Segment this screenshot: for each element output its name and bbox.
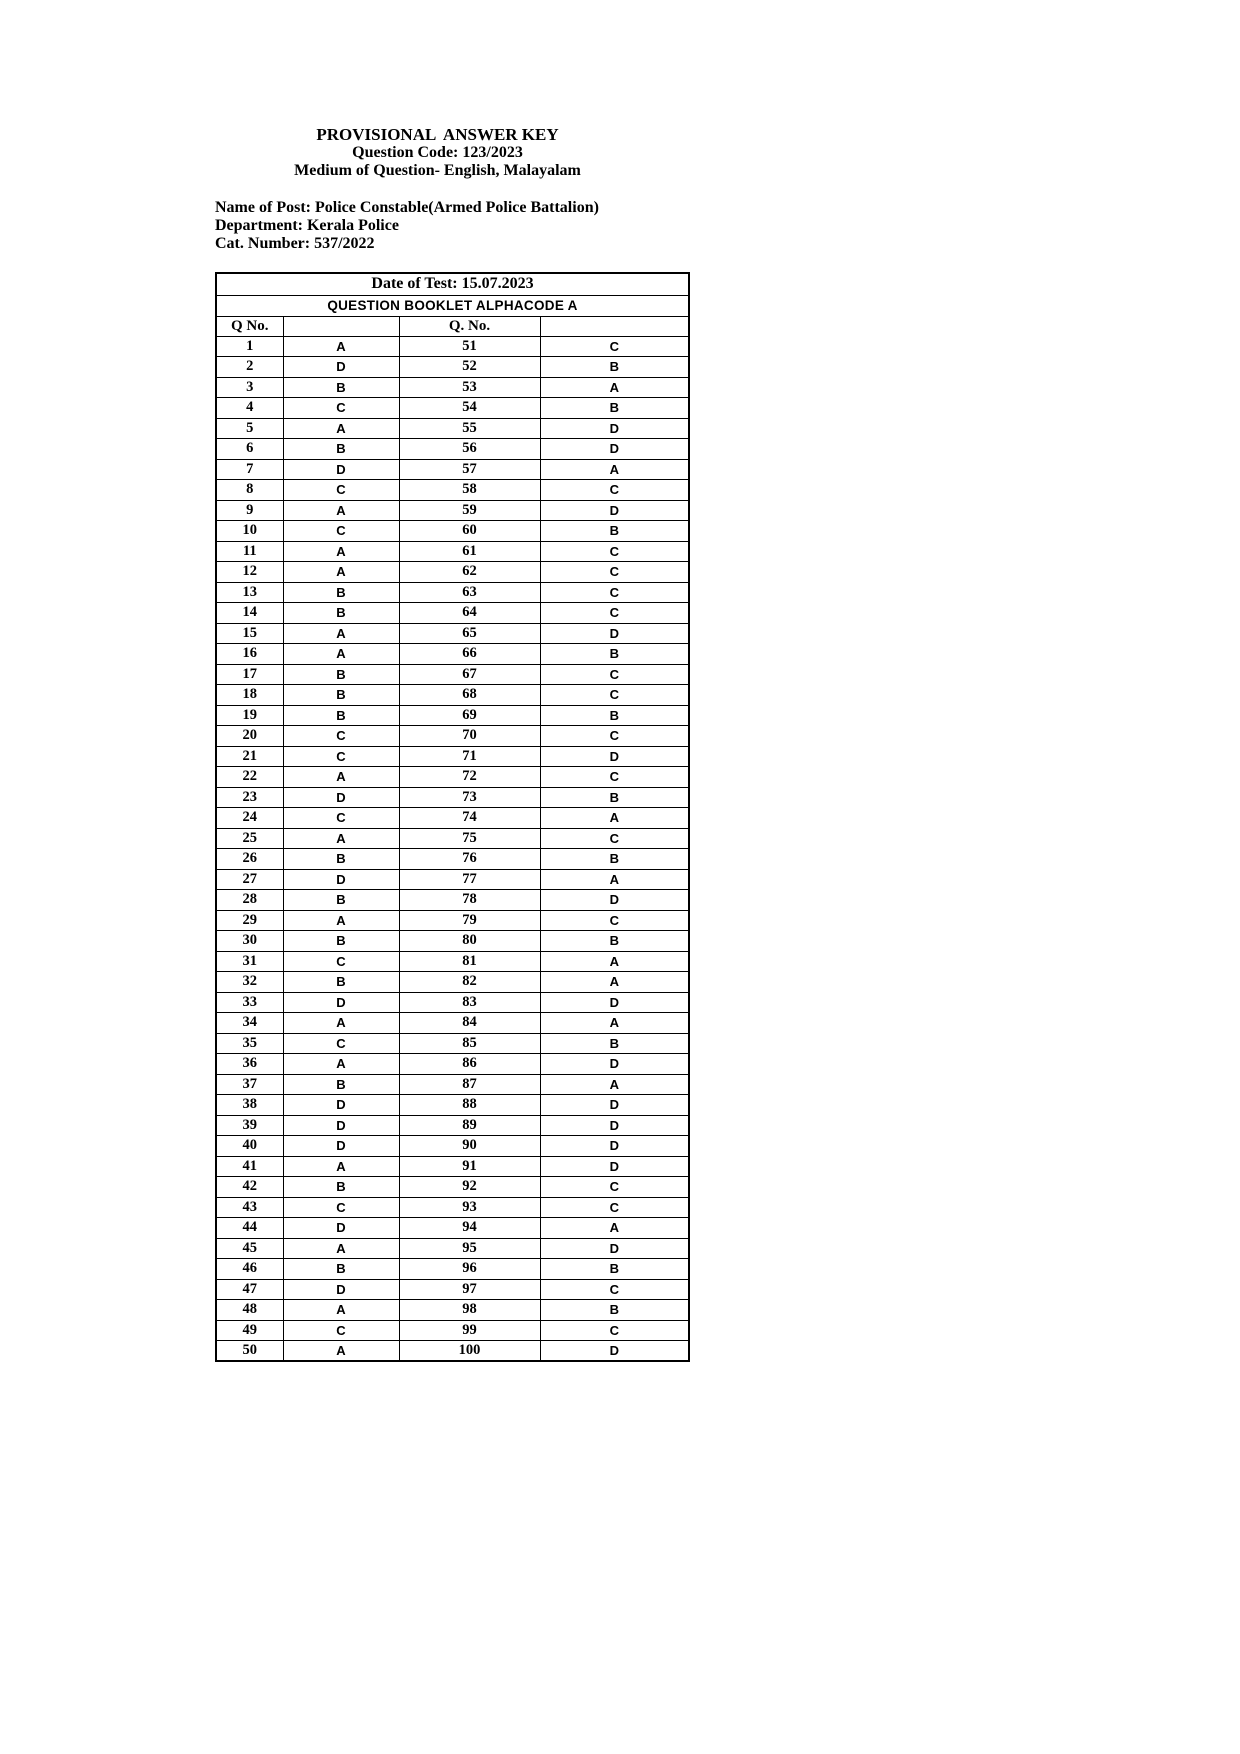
question-number-cell: 79	[399, 910, 540, 931]
table-row	[216, 480, 689, 501]
answer-cell: C	[540, 1177, 689, 1198]
question-number-cell: 17	[216, 664, 283, 685]
question-number-cell: 57	[399, 459, 540, 480]
question-number-cell: 10	[216, 521, 283, 542]
question-number-cell: 16	[216, 644, 283, 665]
answer-cell: B	[540, 1033, 689, 1054]
table-row	[216, 890, 689, 911]
answer-cell: A	[283, 644, 399, 665]
question-number-cell: 13	[216, 582, 283, 603]
date-of-test: Date of Test: 15.07.2023	[216, 273, 689, 295]
question-number-cell: 14	[216, 603, 283, 624]
col-header-answer-right	[540, 316, 689, 336]
answer-cell: B	[540, 705, 689, 726]
question-number-cell: 86	[399, 1054, 540, 1075]
answer-cell: B	[283, 685, 399, 706]
answer-cell: C	[283, 1197, 399, 1218]
table-row	[216, 1320, 689, 1341]
answer-cell: A	[283, 1054, 399, 1075]
answer-cell: B	[540, 787, 689, 808]
answer-cell: B	[540, 1300, 689, 1321]
table-row	[216, 972, 689, 993]
answer-cell: C	[283, 480, 399, 501]
question-number-cell: 30	[216, 931, 283, 952]
column-headers-row	[216, 316, 689, 336]
question-number-cell: 40	[216, 1136, 283, 1157]
question-number-cell: 27	[216, 869, 283, 890]
answer-cell: D	[540, 1238, 689, 1259]
question-number-cell: 36	[216, 1054, 283, 1075]
question-number-cell: 11	[216, 541, 283, 562]
question-number-cell: 22	[216, 767, 283, 788]
question-number-cell: 60	[399, 521, 540, 542]
question-number-cell: 6	[216, 439, 283, 460]
question-number-cell: 59	[399, 500, 540, 521]
answer-cell: D	[540, 1136, 689, 1157]
answer-cell: C	[540, 562, 689, 583]
question-number-cell: 32	[216, 972, 283, 993]
table-row	[216, 685, 689, 706]
answer-cell: B	[283, 890, 399, 911]
table-row	[216, 931, 689, 952]
answer-cell: D	[540, 623, 689, 644]
table-row	[216, 1279, 689, 1300]
table-row	[216, 746, 689, 767]
question-number-cell: 2	[216, 357, 283, 378]
department: Department: Kerala Police	[215, 217, 399, 234]
table-row	[216, 808, 689, 829]
question-number-cell: 34	[216, 1013, 283, 1034]
answer-cell: B	[540, 644, 689, 665]
answer-cell: A	[540, 377, 689, 398]
answer-cell: A	[283, 1013, 399, 1034]
question-number-cell: 97	[399, 1279, 540, 1300]
question-number-cell: 48	[216, 1300, 283, 1321]
answer-cell: B	[540, 398, 689, 419]
question-number-cell: 24	[216, 808, 283, 829]
question-number-cell: 50	[216, 1341, 283, 1362]
answer-cell: C	[540, 336, 689, 357]
question-number-cell: 65	[399, 623, 540, 644]
answer-cell: A	[283, 623, 399, 644]
answer-cell: A	[540, 1218, 689, 1239]
table-row	[216, 623, 689, 644]
table-row	[216, 603, 689, 624]
answer-cell: B	[540, 849, 689, 870]
question-number-cell: 5	[216, 418, 283, 439]
answer-cell: D	[283, 357, 399, 378]
question-number-cell: 46	[216, 1259, 283, 1280]
answer-cell: A	[540, 1074, 689, 1095]
question-number-cell: 98	[399, 1300, 540, 1321]
table-row	[216, 1177, 689, 1198]
question-number-cell: 94	[399, 1218, 540, 1239]
question-number-cell: 4	[216, 398, 283, 419]
table-row	[216, 562, 689, 583]
post-info-block	[215, 199, 735, 253]
question-number-cell: 55	[399, 418, 540, 439]
table-row	[216, 418, 689, 439]
answer-cell: C	[540, 1320, 689, 1341]
answer-cell: D	[283, 787, 399, 808]
answer-cell: A	[283, 562, 399, 583]
answer-cell: D	[540, 418, 689, 439]
table-row	[216, 582, 689, 603]
name-of-post: Name of Post: Police Constable(Armed Police Battalion)	[215, 199, 599, 216]
question-number-cell: 28	[216, 890, 283, 911]
table-row	[216, 1074, 689, 1095]
answer-cell: C	[540, 726, 689, 747]
table-row	[216, 357, 689, 378]
answer-cell: D	[283, 869, 399, 890]
table-row	[216, 951, 689, 972]
question-number-cell: 25	[216, 828, 283, 849]
table-row	[216, 1259, 689, 1280]
question-number-cell: 12	[216, 562, 283, 583]
answer-cell: D	[540, 500, 689, 521]
question-number-cell: 87	[399, 1074, 540, 1095]
table-row	[216, 1013, 689, 1034]
answer-cell: A	[283, 1156, 399, 1177]
question-number-cell: 63	[399, 582, 540, 603]
question-number-cell: 15	[216, 623, 283, 644]
question-number-cell: 80	[399, 931, 540, 952]
answer-cell: C	[540, 828, 689, 849]
question-code: Question Code: 123/2023	[352, 144, 523, 161]
answer-cell: A	[540, 1013, 689, 1034]
question-number-cell: 49	[216, 1320, 283, 1341]
question-number-cell: 91	[399, 1156, 540, 1177]
table-row	[216, 1054, 689, 1075]
table-row	[216, 787, 689, 808]
question-number-cell: 58	[399, 480, 540, 501]
question-number-cell: 56	[399, 439, 540, 460]
question-number-cell: 93	[399, 1197, 540, 1218]
answer-cell: B	[283, 582, 399, 603]
table-row	[216, 1095, 689, 1116]
question-number-cell: 44	[216, 1218, 283, 1239]
table-row	[216, 1156, 689, 1177]
question-number-cell: 26	[216, 849, 283, 870]
table-row	[216, 377, 689, 398]
answer-cell: B	[540, 1259, 689, 1280]
answer-key-table	[215, 272, 690, 1362]
answer-cell: A	[283, 1238, 399, 1259]
answer-cell: A	[540, 972, 689, 993]
question-number-cell: 9	[216, 500, 283, 521]
answer-cell: B	[540, 931, 689, 952]
table-row	[216, 767, 689, 788]
question-number-cell: 53	[399, 377, 540, 398]
answer-cell: C	[540, 664, 689, 685]
table-row	[216, 664, 689, 685]
question-number-cell: 70	[399, 726, 540, 747]
answer-cell: A	[283, 336, 399, 357]
date-of-test-row	[216, 273, 689, 295]
question-number-cell: 62	[399, 562, 540, 583]
medium-of-question: Medium of Question- English, Malayalam	[294, 162, 581, 179]
question-number-cell: 42	[216, 1177, 283, 1198]
table-row	[216, 439, 689, 460]
question-number-cell: 45	[216, 1238, 283, 1259]
table-row	[216, 459, 689, 480]
question-number-cell: 39	[216, 1115, 283, 1136]
cat-number: Cat. Number: 537/2022	[215, 235, 375, 252]
table-row	[216, 398, 689, 419]
document-header	[215, 126, 660, 180]
answer-cell: B	[283, 705, 399, 726]
answer-cell: D	[540, 746, 689, 767]
table-row	[216, 910, 689, 931]
question-number-cell: 1	[216, 336, 283, 357]
question-number-cell: 83	[399, 992, 540, 1013]
question-number-cell: 51	[399, 336, 540, 357]
table-row	[216, 541, 689, 562]
answer-cell: D	[540, 1054, 689, 1075]
answer-cell: C	[283, 951, 399, 972]
answer-cell: D	[283, 1279, 399, 1300]
question-number-cell: 99	[399, 1320, 540, 1341]
table-row	[216, 1197, 689, 1218]
answer-cell: C	[283, 398, 399, 419]
table-row	[216, 1300, 689, 1321]
answer-cell: C	[283, 808, 399, 829]
table-row	[216, 1115, 689, 1136]
table-row	[216, 336, 689, 357]
question-number-cell: 37	[216, 1074, 283, 1095]
answer-cell: D	[540, 1156, 689, 1177]
answer-cell: A	[283, 418, 399, 439]
question-number-cell: 54	[399, 398, 540, 419]
answer-cell: B	[540, 521, 689, 542]
question-number-cell: 76	[399, 849, 540, 870]
question-number-cell: 52	[399, 357, 540, 378]
table-row	[216, 849, 689, 870]
question-number-cell: 84	[399, 1013, 540, 1034]
question-number-cell: 95	[399, 1238, 540, 1259]
question-number-cell: 64	[399, 603, 540, 624]
question-number-cell: 33	[216, 992, 283, 1013]
question-number-cell: 73	[399, 787, 540, 808]
answer-cell: A	[540, 808, 689, 829]
answer-cell: C	[283, 1320, 399, 1341]
question-number-cell: 31	[216, 951, 283, 972]
answer-cell: C	[540, 767, 689, 788]
question-number-cell: 82	[399, 972, 540, 993]
question-number-cell: 20	[216, 726, 283, 747]
question-number-cell: 81	[399, 951, 540, 972]
answer-cell: C	[540, 910, 689, 931]
answer-cell: D	[283, 1095, 399, 1116]
answer-cell: C	[283, 1033, 399, 1054]
table-row	[216, 705, 689, 726]
table-row	[216, 1136, 689, 1157]
question-number-cell: 100	[399, 1341, 540, 1362]
question-number-cell: 29	[216, 910, 283, 931]
answer-cell: C	[540, 541, 689, 562]
question-number-cell: 72	[399, 767, 540, 788]
answer-cell: C	[283, 726, 399, 747]
answer-cell: B	[283, 1177, 399, 1198]
answer-cell: B	[283, 664, 399, 685]
question-number-cell: 96	[399, 1259, 540, 1280]
table-row	[216, 992, 689, 1013]
table-row	[216, 521, 689, 542]
answer-cell: A	[283, 828, 399, 849]
question-number-cell: 38	[216, 1095, 283, 1116]
question-number-cell: 23	[216, 787, 283, 808]
answer-cell: D	[283, 1115, 399, 1136]
answer-cell: D	[283, 992, 399, 1013]
answer-cell: B	[283, 1074, 399, 1095]
answer-cell: C	[540, 603, 689, 624]
table-row	[216, 1033, 689, 1054]
answer-cell: D	[540, 1115, 689, 1136]
answer-cell: A	[283, 1300, 399, 1321]
question-number-cell: 75	[399, 828, 540, 849]
question-number-cell: 69	[399, 705, 540, 726]
question-number-cell: 8	[216, 480, 283, 501]
question-number-cell: 47	[216, 1279, 283, 1300]
answer-cell: C	[540, 685, 689, 706]
answer-cell: A	[540, 951, 689, 972]
question-number-cell: 41	[216, 1156, 283, 1177]
answer-cell: B	[283, 377, 399, 398]
answer-cell: C	[540, 582, 689, 603]
answer-cell: D	[283, 459, 399, 480]
question-number-cell: 92	[399, 1177, 540, 1198]
page-title: PROVISIONAL ANSWER KEY	[316, 125, 559, 144]
answer-cell: A	[283, 500, 399, 521]
question-number-cell: 19	[216, 705, 283, 726]
answer-cell: D	[283, 1136, 399, 1157]
table-row	[216, 828, 689, 849]
question-number-cell: 77	[399, 869, 540, 890]
answer-cell: D	[540, 439, 689, 460]
answer-cell: A	[540, 869, 689, 890]
question-number-cell: 71	[399, 746, 540, 767]
answer-cell: B	[283, 1259, 399, 1280]
answer-cell: C	[283, 746, 399, 767]
booklet-alphacode-row	[216, 295, 689, 316]
answer-cell: C	[540, 1279, 689, 1300]
booklet-alphacode: QUESTION BOOKLET ALPHACODE A	[216, 295, 689, 316]
table-row	[216, 1218, 689, 1239]
question-number-cell: 7	[216, 459, 283, 480]
question-number-cell: 67	[399, 664, 540, 685]
answer-cell: B	[540, 357, 689, 378]
question-number-cell: 78	[399, 890, 540, 911]
answer-cell: A	[283, 541, 399, 562]
answer-cell: D	[283, 1218, 399, 1239]
question-number-cell: 3	[216, 377, 283, 398]
table-row	[216, 644, 689, 665]
question-number-cell: 90	[399, 1136, 540, 1157]
col-header-qno-left: Q No.	[216, 316, 283, 336]
answer-cell: C	[283, 521, 399, 542]
question-number-cell: 88	[399, 1095, 540, 1116]
table-row	[216, 500, 689, 521]
table-row	[216, 869, 689, 890]
col-header-qno-right: Q. No.	[399, 316, 540, 336]
col-header-answer-left	[283, 316, 399, 336]
question-number-cell: 43	[216, 1197, 283, 1218]
answer-cell: A	[540, 459, 689, 480]
answer-cell: B	[283, 603, 399, 624]
answer-cell: B	[283, 439, 399, 460]
answer-cell: A	[283, 910, 399, 931]
table-row	[216, 1238, 689, 1259]
question-number-cell: 85	[399, 1033, 540, 1054]
answer-cell: C	[540, 1197, 689, 1218]
question-number-cell: 21	[216, 746, 283, 767]
answer-cell: A	[283, 767, 399, 788]
table-row	[216, 726, 689, 747]
answer-cell: B	[283, 849, 399, 870]
question-number-cell: 68	[399, 685, 540, 706]
table-row	[216, 1341, 689, 1362]
question-number-cell: 66	[399, 644, 540, 665]
question-number-cell: 61	[399, 541, 540, 562]
answer-cell: C	[540, 480, 689, 501]
answer-cell: B	[283, 931, 399, 952]
answer-table-body	[216, 336, 689, 1361]
question-number-cell: 89	[399, 1115, 540, 1136]
question-number-cell: 18	[216, 685, 283, 706]
answer-cell: D	[540, 992, 689, 1013]
answer-cell: B	[283, 972, 399, 993]
answer-cell: D	[540, 890, 689, 911]
answer-cell: A	[283, 1341, 399, 1362]
answer-cell: D	[540, 1341, 689, 1362]
question-number-cell: 35	[216, 1033, 283, 1054]
question-number-cell: 74	[399, 808, 540, 829]
answer-cell: D	[540, 1095, 689, 1116]
